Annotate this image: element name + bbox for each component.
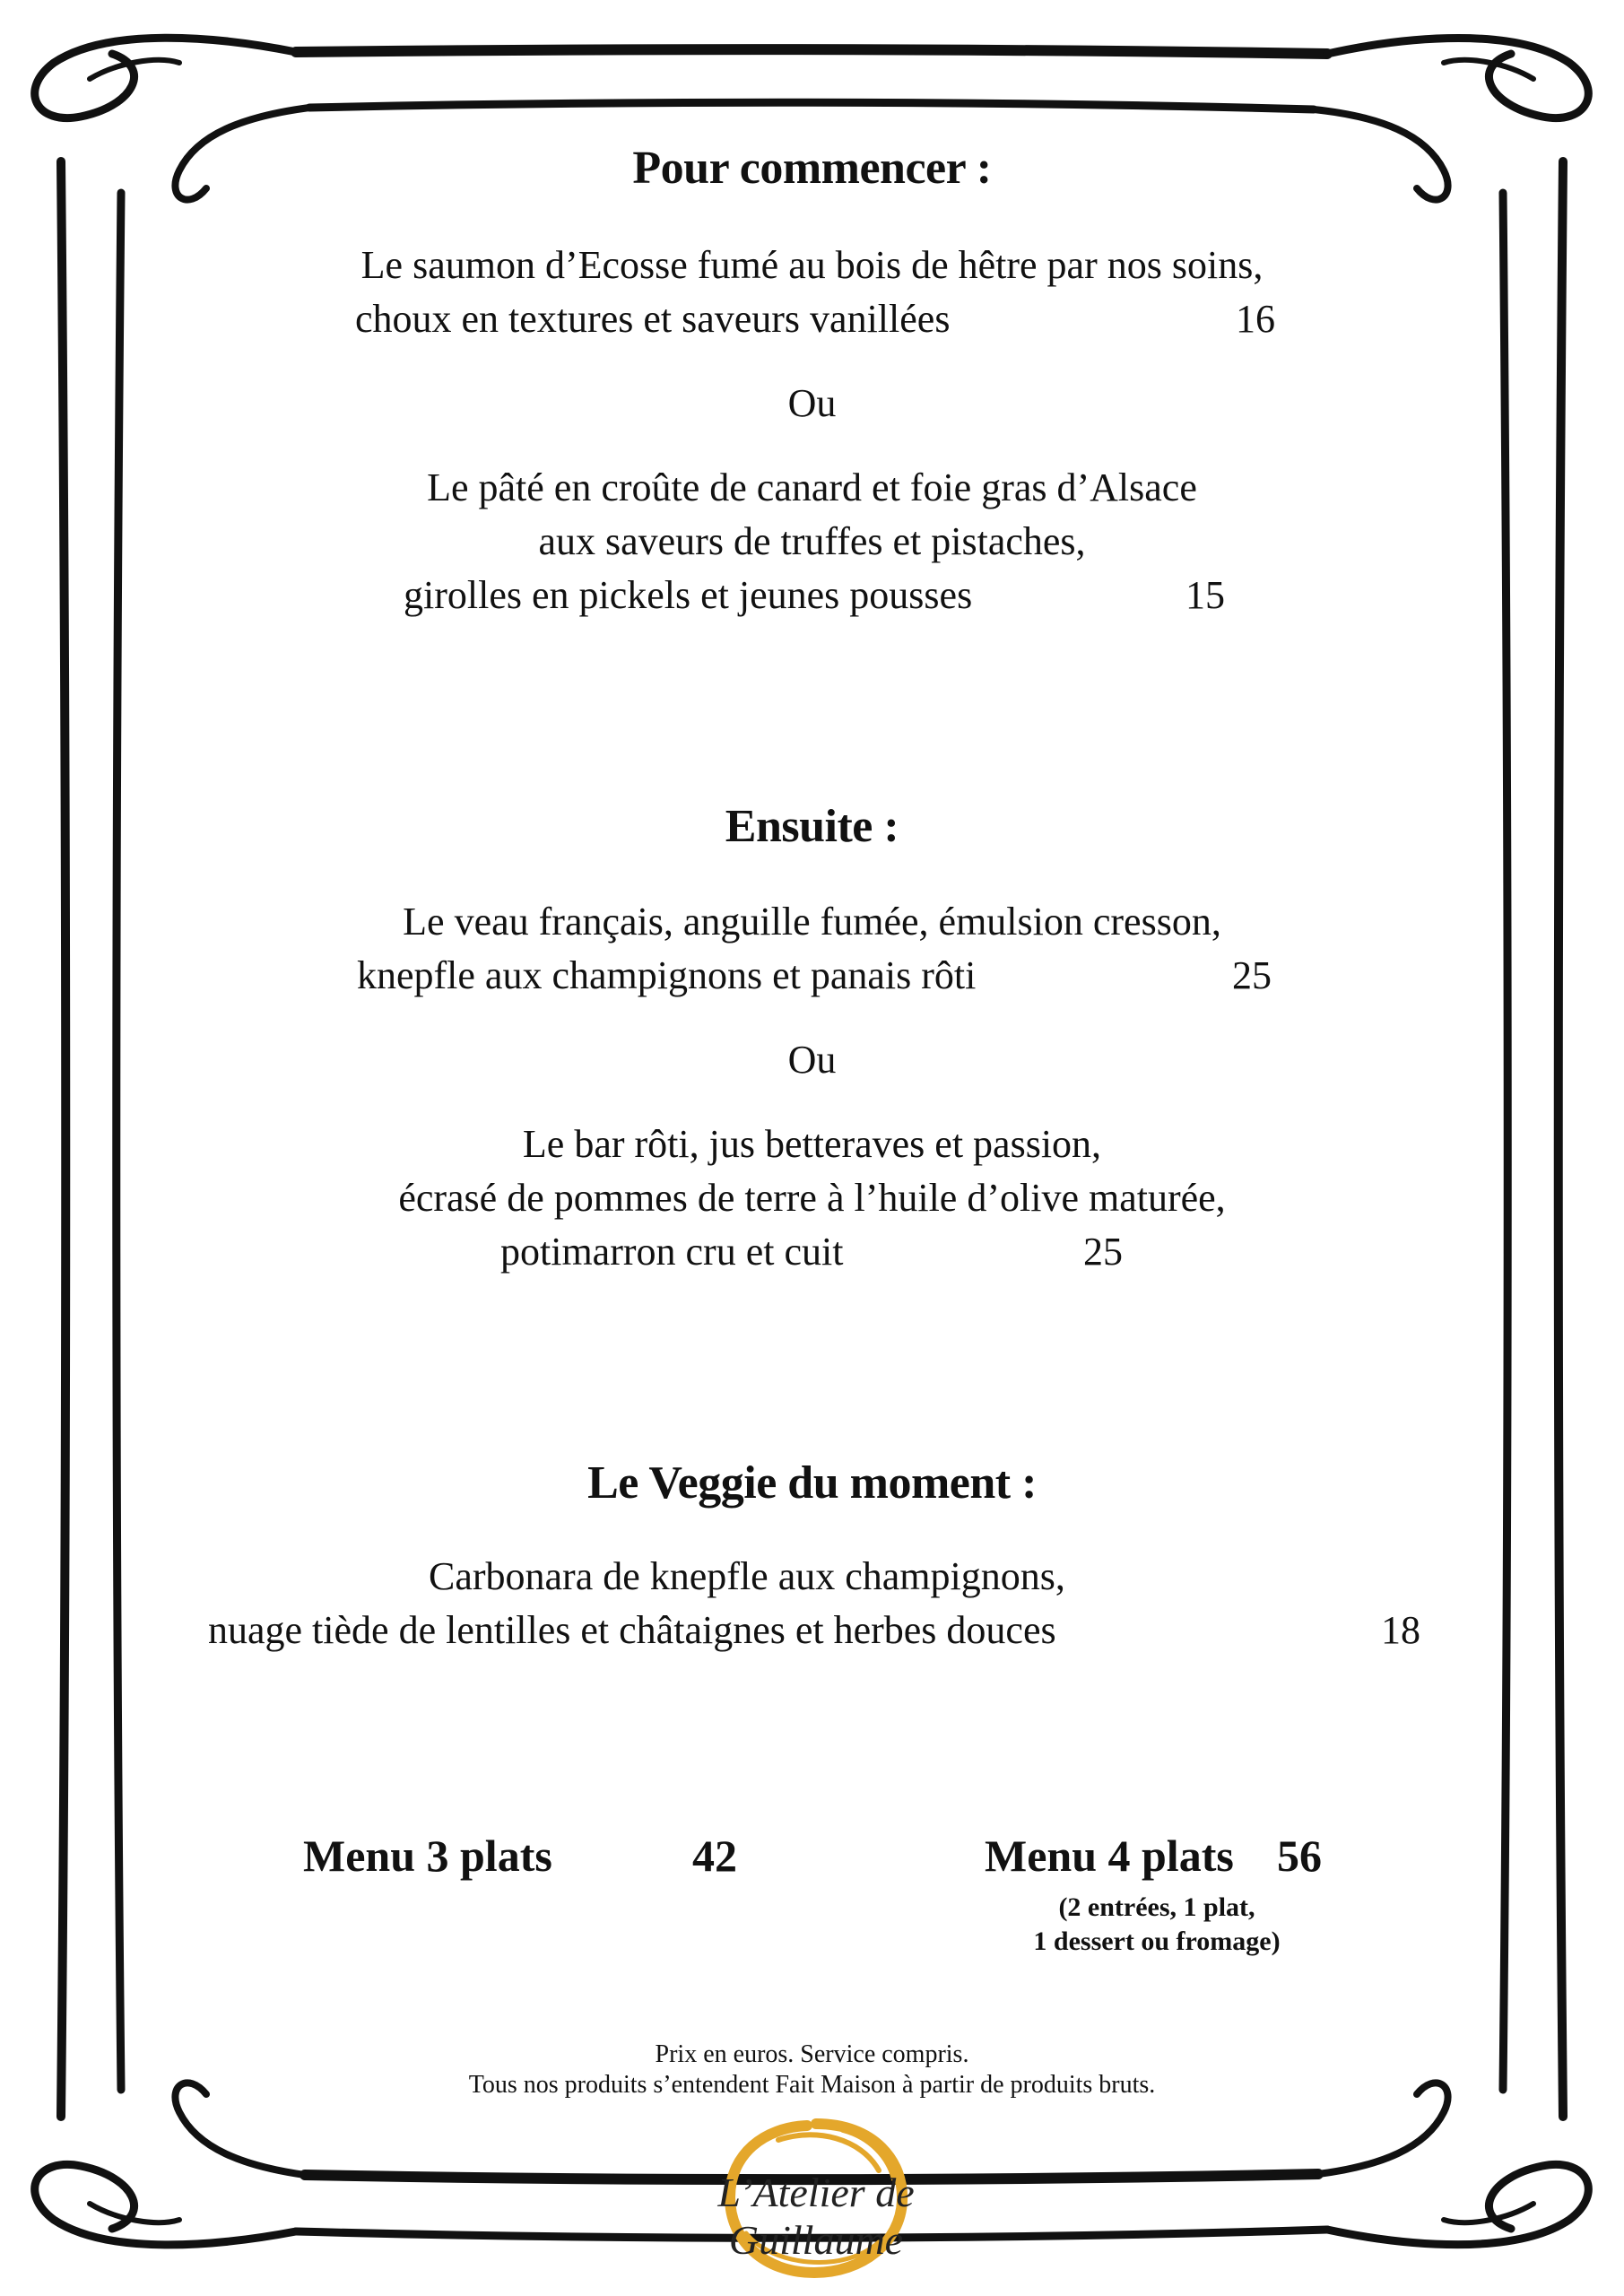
section-title-veggie: Le Veggie du moment :: [587, 1457, 1037, 1509]
dish-line: potimarron cru et cuit: [500, 1230, 844, 1274]
logo-text: L’Atelier de Guillaume: [717, 2170, 915, 2263]
menu-3-price: 42: [692, 1831, 737, 1881]
logo: [664, 2108, 968, 2287]
dish-line: Le saumon d’Ecosse fumé au bois de hêtre par nos soins,: [360, 243, 1264, 287]
dish-price: 25: [1232, 953, 1272, 997]
dish-line: Le pâté en croûte de canard et foie gras d’Alsace: [427, 465, 1197, 509]
or-separator: Ou: [787, 381, 837, 425]
dish-line: girolles en pickels et jeunes pousses: [404, 573, 973, 617]
menu-3-label: Menu 3 plats: [303, 1831, 552, 1881]
footer-line-1: Prix en euros. Service compris.: [655, 2040, 969, 2068]
dish-line: knepfle aux champignons et panais rôti: [357, 953, 977, 997]
dish-line: nuage tiède de lentilles et châtaignes et herbes douces: [208, 1608, 1056, 1652]
dish-line: aux saveurs de truffes et pistaches,: [538, 519, 1086, 563]
menu-4-note-line: (2 entrées, 1 plat,: [1058, 1892, 1255, 1922]
dish-line: écrasé de pommes de terre à l’huile d’olive maturée,: [398, 1176, 1226, 1220]
dish-price: 16: [1236, 297, 1275, 341]
dish-price: 18: [1381, 1608, 1420, 1652]
menu-4-note-line: 1 dessert ou fromage): [1033, 1926, 1281, 1956]
section-title-starters: Pour commencer :: [632, 143, 992, 194]
dish-price: 25: [1083, 1230, 1123, 1274]
dish-line: Le veau français, anguille fumée, émulsion cresson,: [403, 900, 1221, 944]
menu-4-price: 56: [1277, 1831, 1322, 1881]
footer-line-2: Tous nos produits s’entendent Fait Maison à partir de produits bruts.: [468, 2071, 1156, 2099]
dish-price: 15: [1185, 573, 1225, 617]
or-separator: Ou: [787, 1038, 837, 1082]
dish-line: Carbonara de knepfle aux champignons,: [429, 1554, 1065, 1598]
section-title-mains: Ensuite :: [725, 801, 899, 852]
dish-line: choux en textures et saveurs vanillées: [355, 297, 951, 341]
menu-4-label: Menu 4 plats: [985, 1831, 1234, 1881]
dish-line: Le bar rôti, jus betteraves et passion,: [522, 1122, 1102, 1166]
